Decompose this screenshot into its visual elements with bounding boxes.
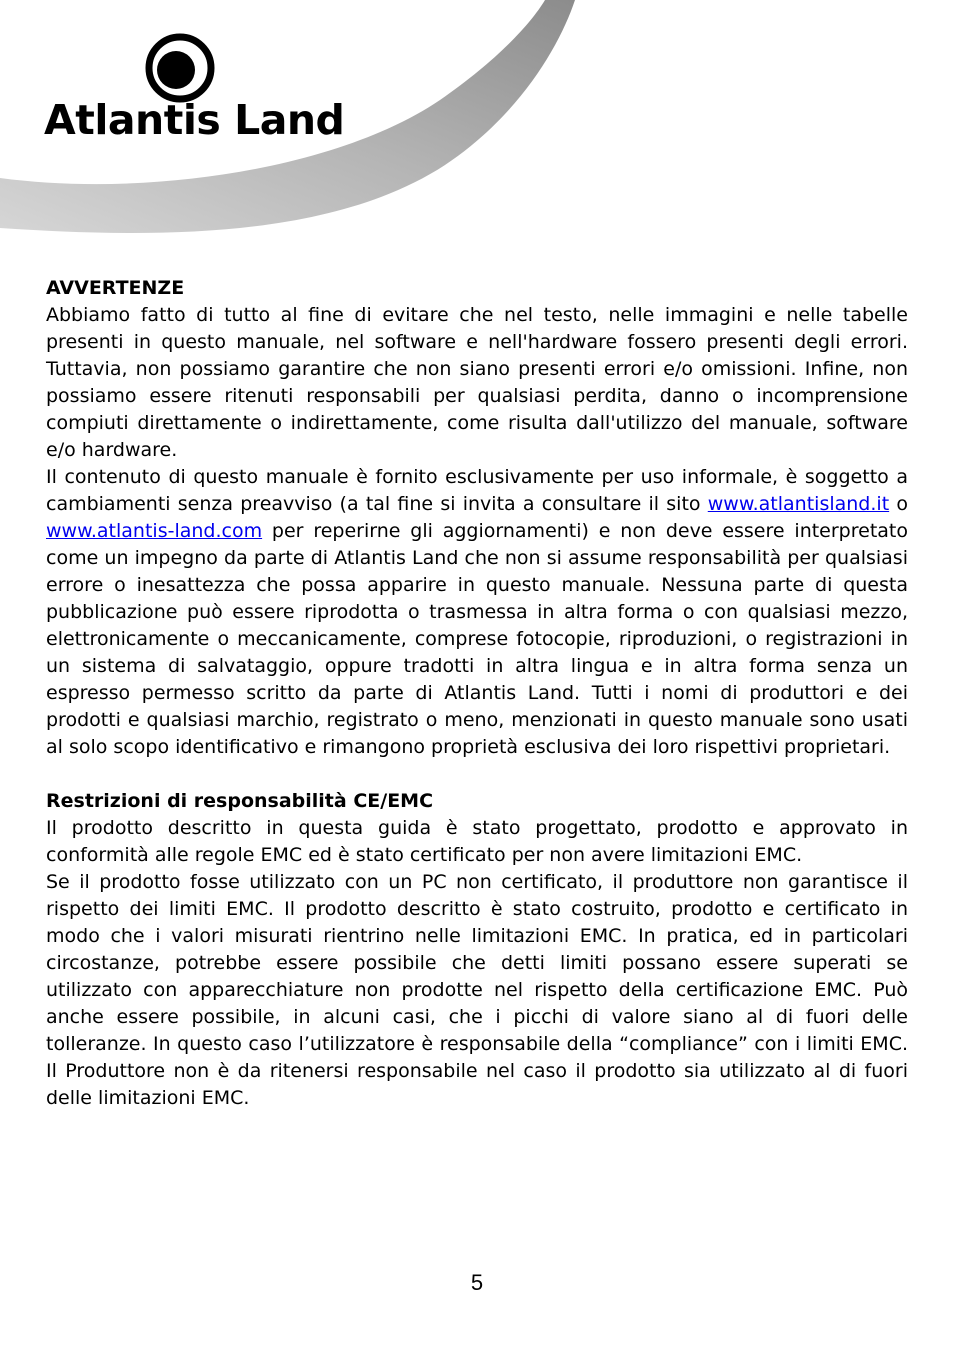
logo-circle-icon [144,32,216,104]
logo-text: Atlantis Land [44,96,345,144]
document-body [46,275,908,1112]
section-spacer [46,761,908,788]
warnings-paragraph-1: Abbiamo fatto di tutto al fine di evitare che nel testo, nelle immagini e nelle tabelle presenti in questo manuale, nel software e nell'hardware fossero presenti degli errori. Tuttavia, non possiamo garantire che non siano presenti errori e/o omissioni. Infine, non possiamo essere ritenuti responsabili per qualsiasi perdita, danno o incomprensione compiuti direttamente o indirettamente, come risulta dall'utilizzo del manuale, software e/o hardware. [46,304,908,461]
warnings-title: AVVERTENZE [46,277,185,299]
atlantisland-it-link[interactable]: www.atlantisland.it [707,493,890,515]
warnings-paragraph-2-end: per reperirne gli aggiornamenti) e non deve essere interpretato come un impegno da parte di Atlantis Land che non si assume responsabilità per qualsiasi errore o inesattezza che possa apparire in questo manuale. Nessuna parte di questa pubblicazione può essere riprodotta o trasmessa in altra forma o con qualsiasi mezzo, elettronicamente o meccanicamente, comprese fotocopie, riproduzioni, o registrazioni in un sistema di salvataggio, oppure tradotti in altra lingua e in altra forma senza un espresso permesso scritto da parte di Atlantis Land. Tutti i nomi di produttori e dei prodotti e qualsiasi marchio, registrato o meno, menzionati in questo manuale sono usati al solo scopo identificativo e rimangono proprietà esclusiva dei loro rispettivi proprietari. [46,520,908,758]
restrictions-paragraph-2: Se il prodotto fosse utilizzato con un PC non certificato, il produttore non garantisce il rispetto dei limiti EMC. Il prodotto descritto è stato costruito, prodotto e certificato in modo che i valori misurati rientrino nelle limitazioni EMC. In pratica, ed in particolari circostanze, potrebbe essere possibile che detti limiti possano essere superati se utilizzato con apparecchiature non prodotte nel rispetto della certificazione EMC. Può anche essere possibile, in alcuni casi, che i picchi di valore siano al di fuori delle tolleranze. In questo caso l’utilizzatore è responsabile della “compliance” con i limiti EMC. Il Produttore non è da ritenersi responsabile nel caso il prodotto sia utilizzato al di fuori delle limitazioni EMC. [46,871,908,1109]
restrictions-title: Restrizioni di responsabilità CE/EMC [46,790,434,812]
warnings-paragraph-2 [46,464,908,761]
warnings-paragraph-2-connector: o [889,493,908,515]
atlantis-land-com-link[interactable]: www.atlantis-land.com [46,520,263,542]
warnings-paragraph-2-start: Il contenuto di questo manuale è fornito esclusivamente per uso informale, è soggetto a cambiamenti senza preavviso (a tal fine si invita a consultare il sito [46,466,908,515]
atlantis-land-logo [44,30,345,145]
restrictions-paragraph-1: Il prodotto descritto in questa guida è stato progettato, prodotto e approvato in conformità alle regole EMC ed è stato certificato per non avere limitazioni EMC. [46,817,908,866]
page-number: 5 [470,1270,484,1295]
